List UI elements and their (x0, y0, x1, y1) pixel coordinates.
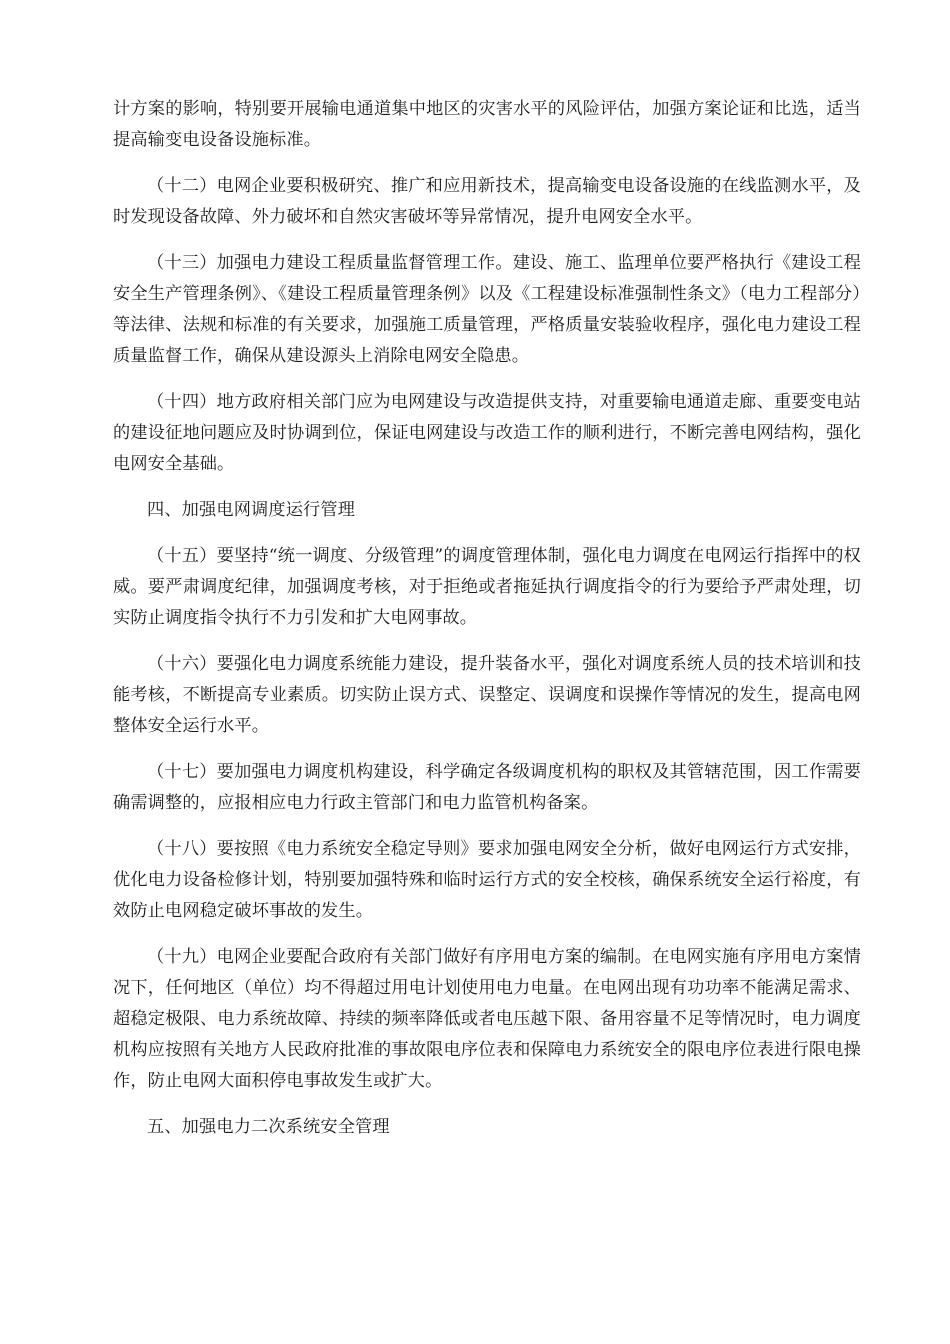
paragraph-item-13: （十三）加强电力建设工程质量监督管理工作。建设、施工、监理单位要严格执行《建设工程安全生产管理条例》、《建设工程质量管理条例》以及《工程建设标准强制性条文》（电力工程部分）等法律、法规和标准的有关要求，加强施工质量管理，严格质量安装验收程序，强化电力建设工程质量监督工作，确保从建设源头上消除电网安全隐患。 (113, 253, 861, 366)
section-heading-5: 五、加强电力二次系统安全管理 (147, 1117, 390, 1137)
paragraph-item-16: （十六）要强化电力调度系统能力建设，提升装备水平，强化对调度系统人员的技术培训和技能考核，不断提高专业素质。切实防止误方式、误整定、误调度和误操作等情况的发生，提高电网整体安全运行水平。 (113, 654, 861, 736)
paragraph-item-15: （十五）要坚持“统一调度、分级管理”的调度管理体制，强化电力调度在电网运行指挥中的权威。要严肃调度纪律，加强调度考核，对于拒绝或者拖延执行调度指令的行为要给予严肃处理，切实防止调度指令执行不力引发和扩大电网事故。 (113, 546, 861, 628)
paragraph-item-14: （十四）地方政府相关部门应为电网建设与改造提供支持，对重要输电通道走廊、重要变电站的建设征地问题应及时协调到位，保证电网建设与改造工作的顺利进行，不断完善电网结构，强化电网安全基础。 (113, 392, 861, 474)
paragraph-item-18: （十八）要按照《电力系统安全稳定导则》要求加强电网安全分析，做好电网运行方式安排，优化电力设备检修计划，特别要加强特殊和临时运行方式的安全校核，确保系统安全运行裕度，有效防止电网稳定破坏事故的发生。 (113, 839, 861, 921)
paragraph-item-12: （十二）电网企业要积极研究、推广和应用新技术，提高输变电设备设施的在线监测水平，及时发现设备故障、外力破坏和自然灾害破坏等异常情况，提升电网安全水平。 (113, 176, 861, 227)
document-body (113, 94, 861, 1158)
section-heading-4: 四、加强电网调度运行管理 (147, 500, 356, 520)
paragraph-item-17: （十七）要加强电力调度机构建设，科学确定各级调度机构的职权及其管辖范围，因工作需要确需调整的，应报相应电力行政主管部门和电力监管机构备案。 (113, 762, 861, 813)
paragraph-continuation: 计方案的影响，特别要开展输电通道集中地区的灾害水平的风险评估，加强方案论证和比选，适当提高输变电设备设施标准。 (113, 99, 861, 150)
paragraph-item-19: （十九）电网企业要配合政府有关部门做好有序用电方案的编制。在电网实施有序用电方案情况下，任何地区（单位）均不得超过用电计划使用电力电量。在电网出现有功功率不能满足需求、超稳定极限、电力系统故障、持续的频率降低或者电压越下限、备用容量不足等情况时，电力调度机构应按照有关地方人民政府批准的事故限电序位表和保障电力系统安全的限电序位表进行限电操作，防止电网大面积停电事故发生或扩大。 (113, 947, 861, 1091)
